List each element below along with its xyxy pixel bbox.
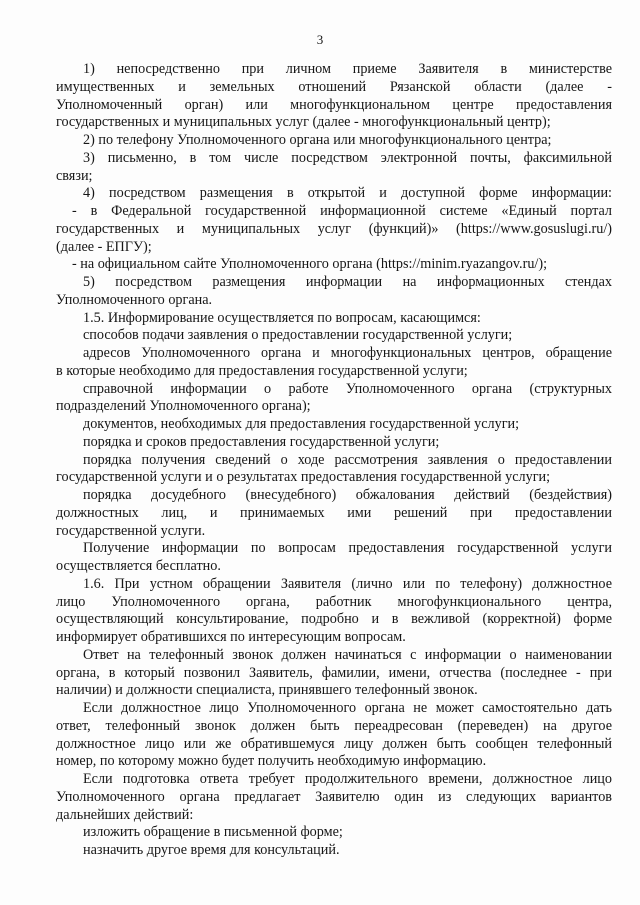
text-line: Получение информации по вопросам предоставления государственной услуги (83, 540, 612, 557)
text-line: информирует обратившихся по интересующим вопросам. (56, 629, 406, 645)
text-line: наличии) и должности специалиста, принявшего телефонный звонок. (56, 682, 478, 699)
text-line: документов, необходимых для предоставления государственной услуги; (83, 416, 520, 432)
text-line: лицо Уполномоченного органа, работник многофункционального центра, (56, 593, 612, 610)
page-number: 3 (316, 32, 324, 47)
text-line: адресов Уполномоченного органа и многофункциональных центров, обращение (83, 345, 612, 361)
text-line: государственной услуги. (56, 522, 206, 539)
text-line: государственной услуги и о результатах предоставления государственной услуги; (56, 469, 551, 486)
text-line: Уполномоченного органа предлагает Заявителю один из следующих вариантов (56, 788, 612, 805)
text-line: связи; (56, 167, 93, 184)
text-line: Если должностное лицо Уполномоченного органа не может самостоятельно дать (83, 700, 612, 716)
text-line: дальнейших действий: (56, 806, 194, 823)
text-line: государственных и муниципальных услуг (далее - многофункциональный центр); (56, 114, 551, 131)
text-line: 2) по телефону Уполномоченного органа или многофункционального центра; (83, 132, 552, 148)
text-line: 3) письменно, в том числе посредством электронной почты, факсимильной (83, 149, 612, 166)
text-line: осуществляющий консультирование, подробно и в вежливой (корректной) форме (56, 611, 612, 628)
text-line: 1.5. Информирование осуществляется по вопросам, касающимся: (83, 309, 481, 326)
text-line: имущественных и земельных отношений Рязанской области (далее - (56, 78, 612, 95)
text-line: порядка досудебного (внесудебного) обжалования действий (бездействия) (83, 487, 612, 503)
text-line: в которые необходимо для предоставления государственной услуги; (56, 362, 468, 379)
text-line: 5) посредством размещения информации на информационных стендах (83, 274, 612, 290)
text-line: Уполномоченный орган) или многофункциональном центре предоставления (56, 96, 612, 113)
text-line: Ответ на телефонный звонок должен начинаться с информации о наименовании (83, 646, 612, 663)
text-line: государственных и муниципальных услуг (функций)» (https://www.gosuslugi.ru/) (56, 220, 612, 237)
text-line: 4) посредством размещения в открытой и доступной форме информации: (83, 185, 612, 202)
document-body (56, 61, 612, 860)
text-line: 1) непосредственно при личном приеме Заявителя в министерстве (83, 61, 612, 77)
text-line: подразделений Уполномоченного органа); (56, 398, 311, 415)
text-line: номер, по которому можно будет получить необходимую информацию. (56, 753, 487, 770)
text-line: Если подготовка ответа требует продолжительного времени, должностное лицо (83, 771, 612, 787)
text-line: 1.6. При устном обращении Заявителя (лично или по телефону) должностное (83, 575, 612, 592)
text-line: порядка получения сведений о ходе рассмотрения заявления о предоставлении (83, 451, 612, 468)
text-line: ответ, телефонный звонок должен быть переадресован (переведен) на другое (56, 717, 612, 734)
text-line: - на официальном сайте Уполномоченного органа (https://minim.ryazangov.ru/); (72, 256, 548, 273)
text-line: изложить обращение в письменной форме; (83, 824, 343, 841)
text-line: должностное лицо или же обратившемуся лицу должен быть сообщен телефонный (56, 735, 612, 752)
text-line: порядка и сроков предоставления государственной услуги; (83, 433, 440, 450)
text-line: Уполномоченного органа. (56, 291, 213, 308)
text-line: назначить другое время для консультаций. (83, 842, 340, 858)
text-line: - в Федеральной государственной информационной системе «Единый портал (72, 203, 612, 219)
text-line: (далее - ЕПГУ); (56, 238, 152, 255)
text-line: справочной информации о работе Уполномоченного органа (структурных (83, 380, 612, 397)
text-line: органа, в который позвонил Заявитель, фамилии, имени, отчества (последнее - при (56, 664, 612, 681)
text-line: должностных лиц, и принимаемых ими решений при предоставлении (56, 504, 612, 521)
text-line: способов подачи заявления о предоставлении государственной услуги; (83, 327, 513, 344)
text-line: осуществляется бесплатно. (56, 558, 221, 574)
